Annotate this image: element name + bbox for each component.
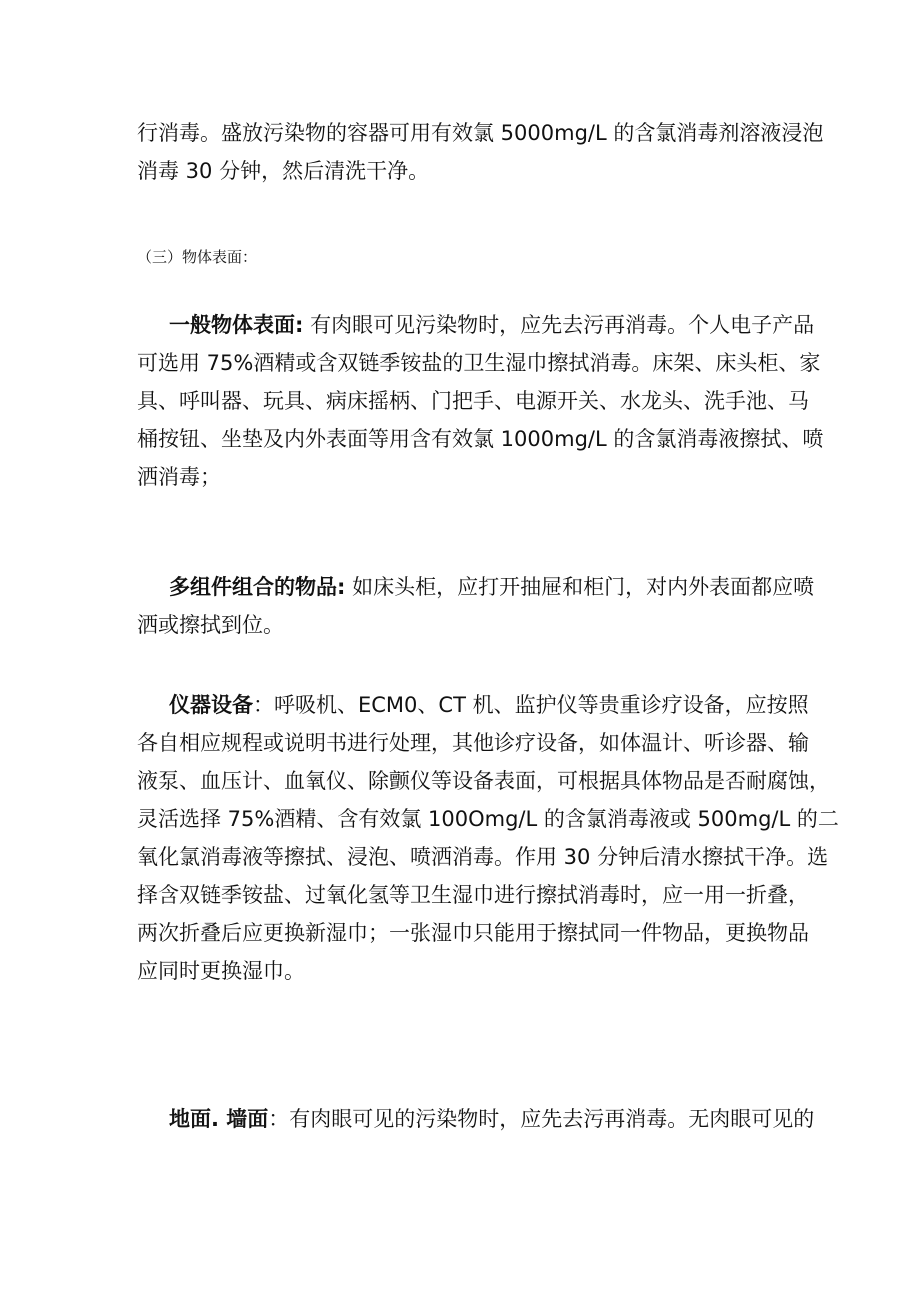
text-run: 有肉眼可见污染物时，应先去污再消毒。个人电子产品	[303, 313, 815, 337]
text-line: 灵活选择 75%酒精、含有效氯 100Omg/L 的含氯消毒液或 500mg/L 的二	[137, 807, 839, 831]
text-line: 行消毒。盛放污染物的容器可用有效氯 5000mg/L 的含氯消毒剂溶液浸泡	[137, 121, 824, 145]
text-line: 洒或擦拭到位。	[137, 613, 284, 637]
text-line: 桶按钮、坐垫及内外表面等用含有效氯 1000mg/L 的含氯消毒液擦拭、喷	[137, 427, 824, 451]
text-line: 各自相应规程或说明书进行处理，其他诊疗设备，如体温计、听诊器、输	[137, 731, 809, 755]
text-line	[137, 306, 815, 344]
text-line	[137, 568, 815, 606]
text-line: 可选用 75%酒精或含双链季铵盐的卫生湿巾擦拭消毒。床架、床头柜、家	[137, 351, 821, 375]
paragraph-floor-walls	[137, 1100, 815, 1138]
text-line: 液泵、血压计、血氧仪、除颤仪等设备表面，可根据具体物品是否耐腐蚀，	[137, 769, 830, 793]
paragraph-label: 一般物体表面:	[169, 313, 304, 337]
text-run: ：呼吸机、ECM0、CT 机、监护仪等贵重诊疗设备，应按照	[253, 693, 809, 717]
paragraph-general-surfaces	[137, 306, 824, 496]
paragraph-label: 多组件组合的物品:	[169, 575, 346, 599]
text-run: ：有肉眼可见的污染物时，应先去污再消毒。无肉眼可见的	[268, 1107, 815, 1131]
paragraph-continuation	[137, 114, 824, 190]
text-line: 择含双链季铵盐、过氧化氢等卫生湿巾进行擦拭消毒时，应一用一折叠，	[137, 883, 809, 907]
paragraph-instruments	[137, 686, 839, 990]
paragraph-multi-component	[137, 568, 815, 644]
text-line: 应同时更换湿巾。	[137, 959, 305, 983]
text-line: 两次折叠后应更换新湿巾；一张湿巾只能用于擦拭同一件物品，更换物品	[137, 921, 809, 945]
text-line	[137, 686, 809, 724]
text-line	[137, 1100, 815, 1138]
section-heading: （三）物体表面：	[137, 248, 258, 266]
text-line: 洒消毒；	[137, 465, 221, 489]
text-line: 具、呼叫器、玩具、病床摇柄、门把手、电源开关、水龙头、洗手池、马	[137, 389, 809, 413]
paragraph-label: 仪器设备	[169, 693, 253, 717]
text-line: 氧化氯消毒液等擦拭、浸泡、喷洒消毒。作用 30 分钟后清水擦拭干净。选	[137, 845, 829, 869]
paragraph-label: 地面. 墙面	[169, 1107, 269, 1131]
text-run: 如床头柜，应打开抽屉和柜门，对内外表面都应喷	[345, 575, 815, 599]
text-line: 消毒 30 分钟，然后清洗干净。	[137, 159, 430, 183]
